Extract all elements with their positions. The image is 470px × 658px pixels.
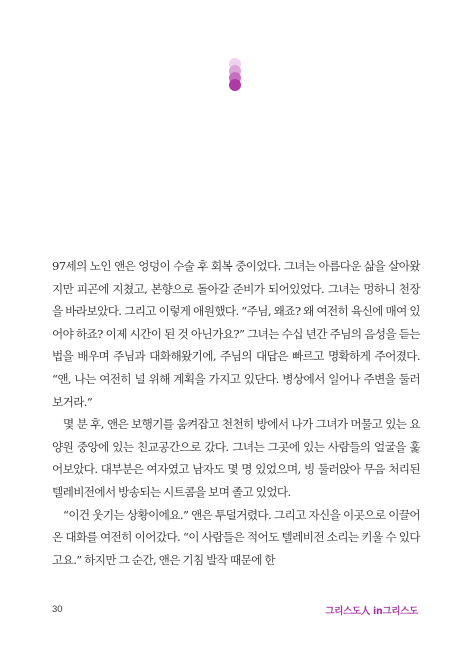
- page-number: 30: [52, 604, 63, 615]
- stacked-circles-icon: [226, 58, 244, 92]
- paragraph-1: 97세의 노인 앤은 엉덩이 수술 후 회복 중이었다. 그녀는 아름다운 삶을 살아왔지만 피곤에 지쳤고, 본향으로 돌아갈 준비가 되어있었다. 그녀는 멍하니 천장을 바라보았다. 그리고 이렇게 애원했다. “주님, 왜죠? 왜 여전히 육신에 매여 있어야 하죠? 이제 시간이 된 것 아닌가요?” 그녀는 수십 년간 주님의 음성을 듣는 법을 배우며 주님과 대화해왔기에, 주님의 대답은 빠르고 명확하게 주어졌다. “앤, 나는 여전히 널 위해 계획을 가지고 있단다. 병상에서 일어나 주변을 둘러보거라.”: [52, 259, 420, 409]
- body-text: [52, 255, 420, 571]
- paragraph-3: “이건 웃기는 상황이에요.” 앤은 투덜거렸다. 그리고 자신을 이곳으로 이끌어온 대화를 여전히 이어갔다. “이 사람들은 적어도 텔레비전 소리는 키울 수 있다고요.” 하지만 그 순간, 앤은 기침 발작 때문에 한: [52, 507, 420, 567]
- running-title: 그리스도人 in그리스도: [325, 606, 418, 617]
- paragraph-2: 몇 분 후, 앤은 보행기를 움켜잡고 천천히 방에서 나가 그녀가 머물고 있는 요양원 중앙에 있는 친교공간으로 갔다. 그녀는 그곳에 있는 사람들의 얼굴을 훑어보았다. 대부분은 여자였고 남자도 몇 명 있었으며, 빙 둘러앉아 무음 처리된 텔레비전에서 방송되는 시트콤을 보며 졸고 있었다.: [52, 417, 420, 499]
